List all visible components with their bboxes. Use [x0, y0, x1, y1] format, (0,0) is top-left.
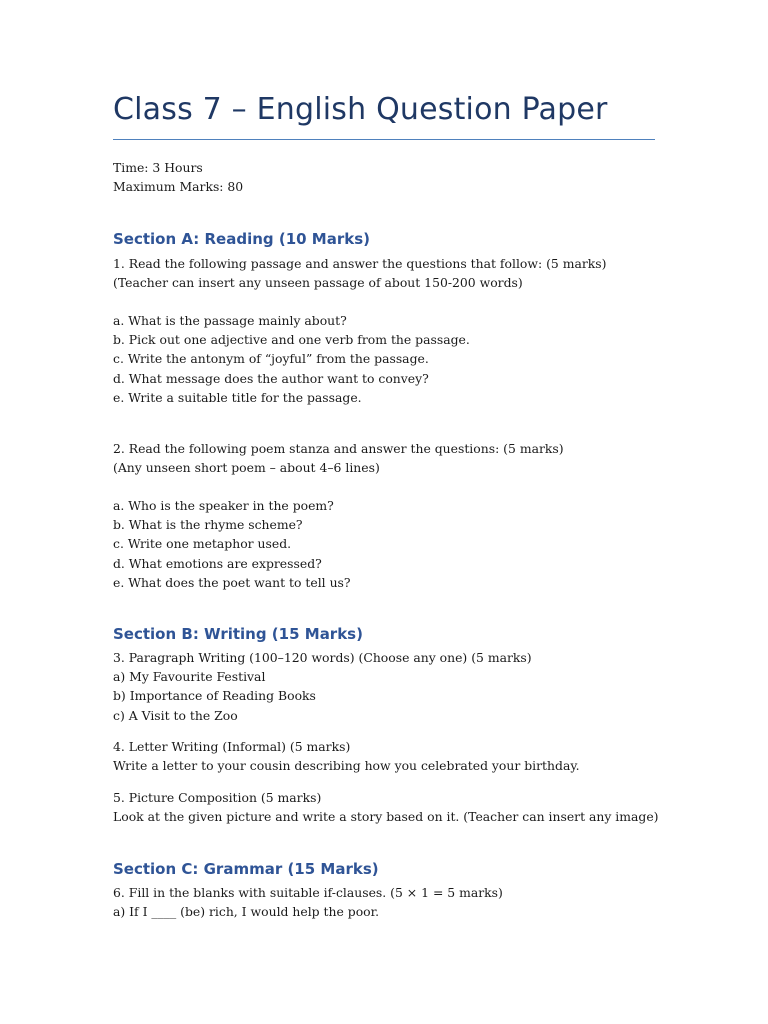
question-1a: a. What is the passage mainly about? — [113, 313, 347, 328]
question-1e: e. Write a suitable title for the passage. — [113, 389, 362, 405]
question-1c: c. Write the antonym of “joyful” from the passage. — [113, 351, 429, 367]
question-2 — [113, 439, 564, 477]
question-5-prompt: 5. Picture Composition (5 marks) — [113, 790, 322, 805]
question-6a: a) If I ____ (be) rich, I would help the poor. — [113, 904, 380, 920]
question-6-prompt: 6. Fill in the blanks with suitable if-clauses. (5 × 1 = 5 marks) — [113, 885, 503, 900]
question-2a: a. Who is the speaker in the poem? — [113, 498, 334, 513]
question-1-note: (Teacher can insert any unseen passage of about 150-200 words) — [113, 275, 523, 291]
question-6 — [113, 883, 503, 921]
question-4-prompt: 4. Letter Writing (Informal) (5 marks) — [113, 739, 351, 754]
question-3-option-a: a) My Favourite Festival — [113, 669, 266, 685]
question-1d: d. What message does the author want to convey? — [113, 370, 429, 386]
question-2-prompt: 2. Read the following poem stanza and answer the questions: (5 marks) — [113, 441, 564, 456]
exam-meta — [113, 158, 243, 196]
section-c-heading: Section C: Grammar (15 Marks) — [113, 860, 379, 878]
question-1b: b. Pick out one adjective and one verb from the passage. — [113, 332, 470, 348]
question-5-task: Look at the given picture and write a story based on it. (Teacher can insert any image) — [113, 809, 659, 825]
title-underline — [113, 139, 655, 140]
page-title: Class 7 – English Question Paper — [113, 92, 608, 127]
question-1-subquestions — [113, 311, 470, 407]
question-2c: c. Write one metaphor used. — [113, 536, 292, 552]
question-3 — [113, 648, 532, 725]
question-1-prompt: 1. Read the following passage and answer the questions that follow: (5 marks) — [113, 256, 607, 271]
question-2-note: (Any unseen short poem – about 4–6 lines) — [113, 460, 380, 476]
question-5 — [113, 788, 659, 826]
exam-max-marks: Maximum Marks: 80 — [113, 179, 244, 195]
question-2-subquestions — [113, 496, 351, 592]
question-4-task: Write a letter to your cousin describing how you celebrated your birthday. — [113, 758, 580, 774]
question-3-option-c: c) A Visit to the Zoo — [113, 707, 238, 723]
exam-time: Time: 3 Hours — [113, 160, 203, 175]
section-b-heading: Section B: Writing (15 Marks) — [113, 625, 363, 643]
question-2d: d. What emotions are expressed? — [113, 555, 322, 571]
question-4 — [113, 737, 580, 775]
question-2e: e. What does the poet want to tell us? — [113, 574, 351, 590]
question-3-option-b: b) Importance of Reading Books — [113, 688, 316, 704]
question-2b: b. What is the rhyme scheme? — [113, 517, 303, 533]
question-1 — [113, 254, 607, 292]
section-a-heading: Section A: Reading (10 Marks) — [113, 230, 371, 248]
question-3-prompt: 3. Paragraph Writing (100–120 words) (Choose any one) (5 marks) — [113, 650, 532, 665]
